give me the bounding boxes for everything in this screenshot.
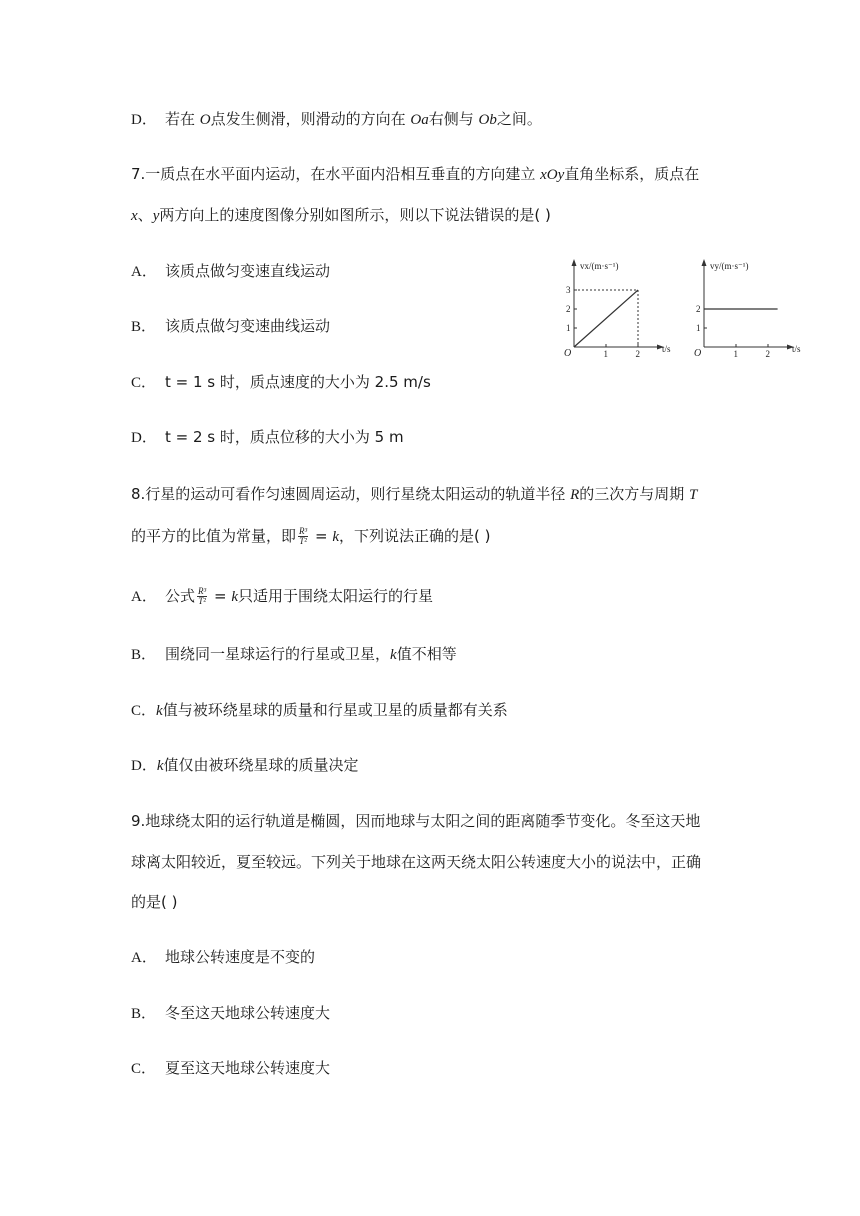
option-label: A． [131, 950, 157, 966]
fraction-r3-t2: $\frac{\text{R³}}{\text{T²}}$ [299, 526, 308, 546]
q8-option-c: C．k值与被环绕星球的质量和行星或卫星的质量都有关系 [131, 701, 508, 719]
fraction-r3-t2: $\frac{\text{R³}}{\text{T²}}$ [198, 586, 207, 606]
q7-option-d: D． t = 2 s 时，质点位移的大小为 5 m [131, 428, 404, 446]
q9-stem-line1: 9.地球绕太阳的运行轨道是椭圆，因而地球与太阳之间的距离随季节变化。冬至这天地 [131, 812, 701, 830]
option-label: B． [131, 1006, 157, 1022]
option-label: B． [131, 647, 157, 663]
q8-option-a: A． 公式 $\frac{\text{R³}}{\text{T²}}$ = k只适用于围绕太阳运行的行星 [131, 586, 434, 606]
velocity-graphs [560, 255, 810, 360]
option-label: D． [131, 430, 157, 446]
y-tick-label: 1 [696, 323, 701, 333]
y-tick-label: 2 [566, 304, 571, 314]
q8-stem-line2: 的平方的比值为常量，即 $\frac{\text{R³}}{\text{T²}}$ = k，下列说法正确的是( ) [131, 526, 491, 546]
ylabel-vy: vy/(m·s⁻¹) [710, 261, 749, 271]
option-label: A． [131, 264, 157, 280]
q7-stem-line2: x、y两方向上的速度图像分别如图所示，则以下说法错误的是( ) [131, 206, 551, 224]
series-line [574, 290, 638, 347]
q8-option-d: D．k值仅由被环绕星球的质量决定 [131, 756, 359, 774]
option-label: A． [131, 589, 157, 605]
xlabel-t: t/s [662, 344, 671, 354]
y-tick-label: 1 [566, 323, 571, 333]
graph-vy [694, 259, 801, 359]
q9-option-c: C． 夏至这天地球公转速度大 [131, 1059, 331, 1077]
origin-label: O [694, 348, 702, 359]
x-tick-label: 1 [733, 349, 738, 359]
option-label: D． [131, 112, 157, 128]
y-tick-label: 3 [566, 285, 571, 295]
option-label: C． [131, 1061, 157, 1077]
q9-option-a: A． 地球公转速度是不变的 [131, 948, 316, 966]
option-label: D． [131, 758, 157, 774]
q8-option-b: B． 围绕同一星球运行的行星或卫星，k值不相等 [131, 645, 457, 663]
ylabel-vx: vx/(m·s⁻¹) [580, 261, 619, 271]
q8-stem-line1: 8.行星的运动可看作匀速圆周运动，则行星绕太阳运动的轨道半径 R的三次方与周期 T [131, 485, 698, 503]
q7-option-a: A． 该质点做匀变速直线运动 [131, 262, 331, 280]
y-tick-label: 2 [696, 304, 701, 314]
origin-label: O [564, 348, 572, 359]
x-tick-label: 1 [603, 349, 608, 359]
q6-option-d: D． 若在 O点发生侧滑，则滑动的方向在 Oa右侧与 Ob之间。 [131, 110, 542, 128]
option-label: C． [131, 703, 157, 719]
option-label: B． [131, 319, 157, 335]
q7-stem-line1: 7.一质点在水平面内运动，在水平面内沿相互垂直的方向建立 xOy直角坐标系，质点在 [131, 165, 700, 183]
x-tick-label: 2 [635, 349, 640, 359]
xlabel-t: t/s [792, 344, 801, 354]
x-tick-label: 2 [765, 349, 770, 359]
q9-stem-line2: 球离太阳较近，夏至较远。下列关于地球在这两天绕太阳公转速度大小的说法中，正确 [131, 853, 702, 871]
q9-option-b: B． 冬至这天地球公转速度大 [131, 1004, 331, 1022]
q7-option-b: B． 该质点做匀变速曲线运动 [131, 317, 331, 335]
q7-option-c: C． t = 1 s 时，质点速度的大小为 2.5 m/s [131, 373, 431, 391]
q9-stem-line3: 的是( ) [131, 893, 178, 911]
graph-vx [564, 259, 671, 359]
option-label: C． [131, 375, 157, 391]
